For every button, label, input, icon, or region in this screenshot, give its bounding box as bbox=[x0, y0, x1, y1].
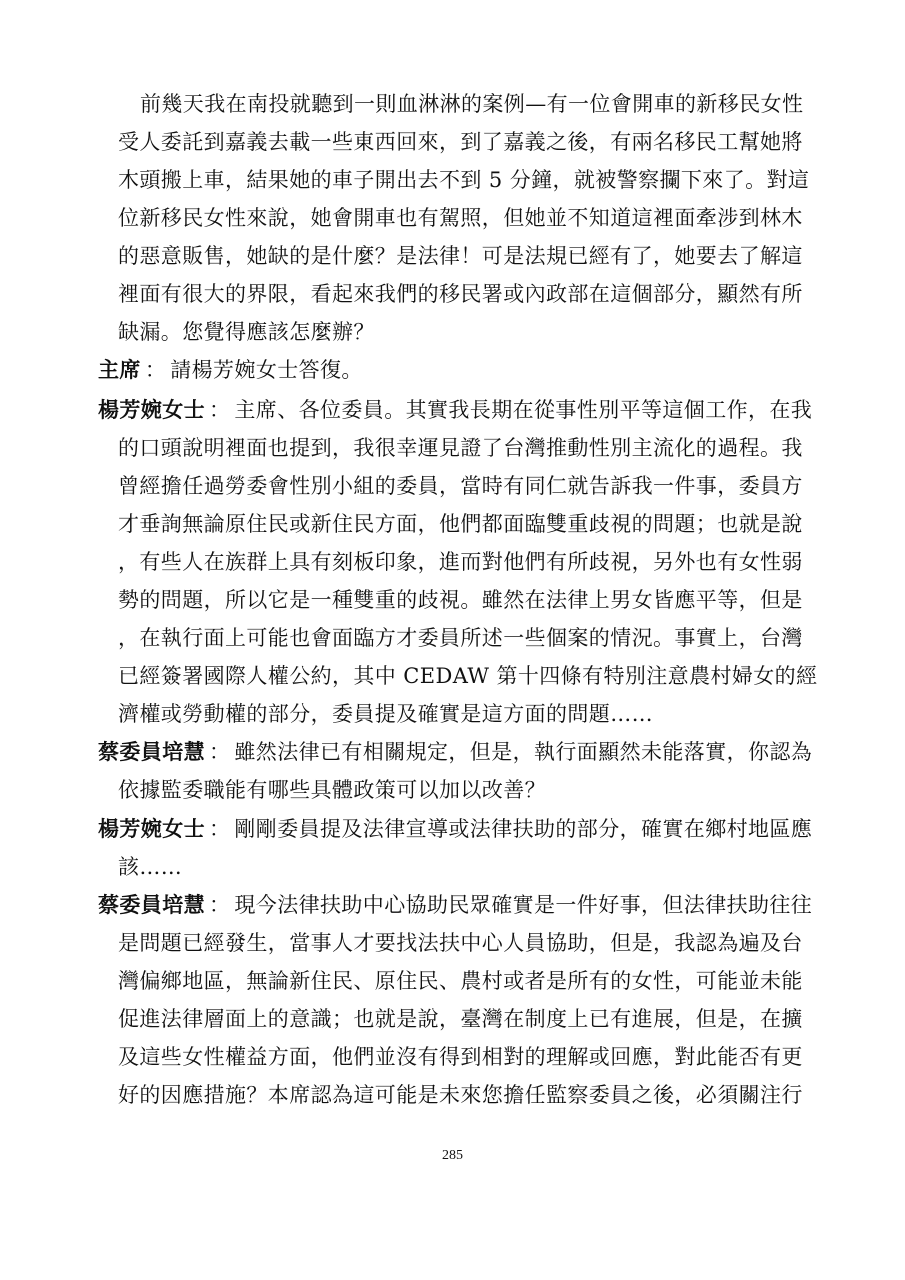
yang1-line-8: 已經簽署國際人權公約，其中 CEDAW 第十四條有特別注意農村婦女的經 bbox=[118, 664, 818, 688]
yang2-line-2: 該…… bbox=[118, 855, 183, 879]
tsai-paragraph-1 bbox=[98, 738, 812, 766]
yang1-line-6: 勢的問題，所以它是一種雙重的歧視。雖然在法律上男女皆應平等，但是 bbox=[118, 588, 803, 612]
speaker-separator: ： bbox=[209, 740, 231, 764]
tsai2-line-4: 促進法律層面上的意識；也就是說，臺灣在制度上已有進展，但是，在擴 bbox=[118, 1007, 803, 1031]
speaker-chair: 主席 bbox=[98, 358, 141, 382]
yang-paragraph-2 bbox=[98, 815, 812, 843]
para1-line-4: 位新移民女性來說，她會開車也有駕照，但她並不知道這裡面牽涉到林木 bbox=[118, 206, 803, 230]
speaker-separator: ： bbox=[209, 893, 231, 917]
page-number: 285 bbox=[442, 1148, 463, 1163]
tsai1-line-1: 雖然法律已有相關規定，但是，執行面顯然未能落實，你認為 bbox=[234, 740, 813, 764]
para1-line-2: 受人委託到嘉義去載一些東西回來，到了嘉義之後，有兩名移民工幫她將 bbox=[118, 130, 803, 154]
para1-line-5: 的惡意販售，她缺的是什麼？是法律！可是法規已經有了，她要去了解這 bbox=[118, 244, 803, 268]
yang1-line-7: ，在執行面上可能也會面臨方才委員所述一些個案的情況。事實上，台灣 bbox=[118, 626, 803, 650]
tsai-paragraph-2 bbox=[98, 891, 812, 919]
speaker-separator: ： bbox=[144, 358, 167, 382]
chair-line-1: 請楊芳婉女士答復。 bbox=[170, 358, 363, 382]
speaker-tsai: 蔡委員培慧 bbox=[98, 893, 205, 917]
speaker-separator: ： bbox=[209, 398, 231, 422]
para1-line-7: 缺漏。您覺得應該怎麼辦？ bbox=[118, 320, 375, 344]
yang2-line-1: 剛剛委員提及法律宣導或法律扶助的部分，確實在鄉村地區應 bbox=[234, 817, 813, 841]
tsai2-line-5: 及這些女性權益方面，他們並沒有得到相對的理解或回應，對此能否有更 bbox=[118, 1045, 803, 1069]
speaker-tsai: 蔡委員培慧 bbox=[98, 740, 205, 764]
speaker-separator: ： bbox=[209, 817, 231, 841]
yang1-line-3: 曾經擔任過勞委會性別小組的委員，當時有同仁就告訴我一件事，委員方 bbox=[118, 474, 803, 498]
para1-line-6: 裡面有很大的界限，看起來我們的移民署或內政部在這個部分，顯然有所 bbox=[118, 282, 803, 306]
yang-paragraph-1 bbox=[98, 396, 812, 424]
speaker-yang: 楊芳婉女士 bbox=[98, 817, 205, 841]
para1-line-3: 木頭搬上車，結果她的車子開出去不到 5 分鐘，就被警察攔下來了。對這 bbox=[118, 168, 810, 192]
chair-paragraph bbox=[98, 356, 363, 384]
tsai2-line-6: 好的因應措施？本席認為這可能是未來您擔任監察委員之後，必須關注行 bbox=[118, 1083, 803, 1107]
para1-line-1: 前幾天我在南投就聽到一則血淋淋的案例—有一位會開車的新移民女性 bbox=[140, 92, 804, 116]
yang1-line-5: ，有些人在族群上具有刻板印象，進而對他們有所歧視，另外也有女性弱 bbox=[118, 550, 803, 574]
speaker-yang: 楊芳婉女士 bbox=[98, 398, 205, 422]
yang1-line-1: 主席、各位委員。其實我長期在從事性別平等這個工作，在我 bbox=[234, 398, 813, 422]
tsai2-line-1: 現今法律扶助中心協助民眾確實是一件好事，但法律扶助往往 bbox=[234, 893, 813, 917]
tsai2-line-3: 灣偏鄉地區，無論新住民、原住民、農村或者是所有的女性，可能並未能 bbox=[118, 969, 803, 993]
tsai2-line-2: 是問題已經發生，當事人才要找法扶中心人員協助，但是，我認為遍及台 bbox=[118, 931, 803, 955]
yang1-line-4: 才垂詢無論原住民或新住民方面，他們都面臨雙重歧視的問題；也就是說 bbox=[118, 512, 803, 536]
yang1-line-9: 濟權或勞動權的部分，委員提及確實是這方面的問題…… bbox=[118, 702, 653, 726]
tsai1-line-2: 依據監委職能有哪些具體政策可以加以改善？ bbox=[118, 778, 546, 802]
yang1-line-2: 的口頭說明裡面也提到，我很幸運見證了台灣推動性別主流化的過程。我 bbox=[118, 436, 803, 460]
